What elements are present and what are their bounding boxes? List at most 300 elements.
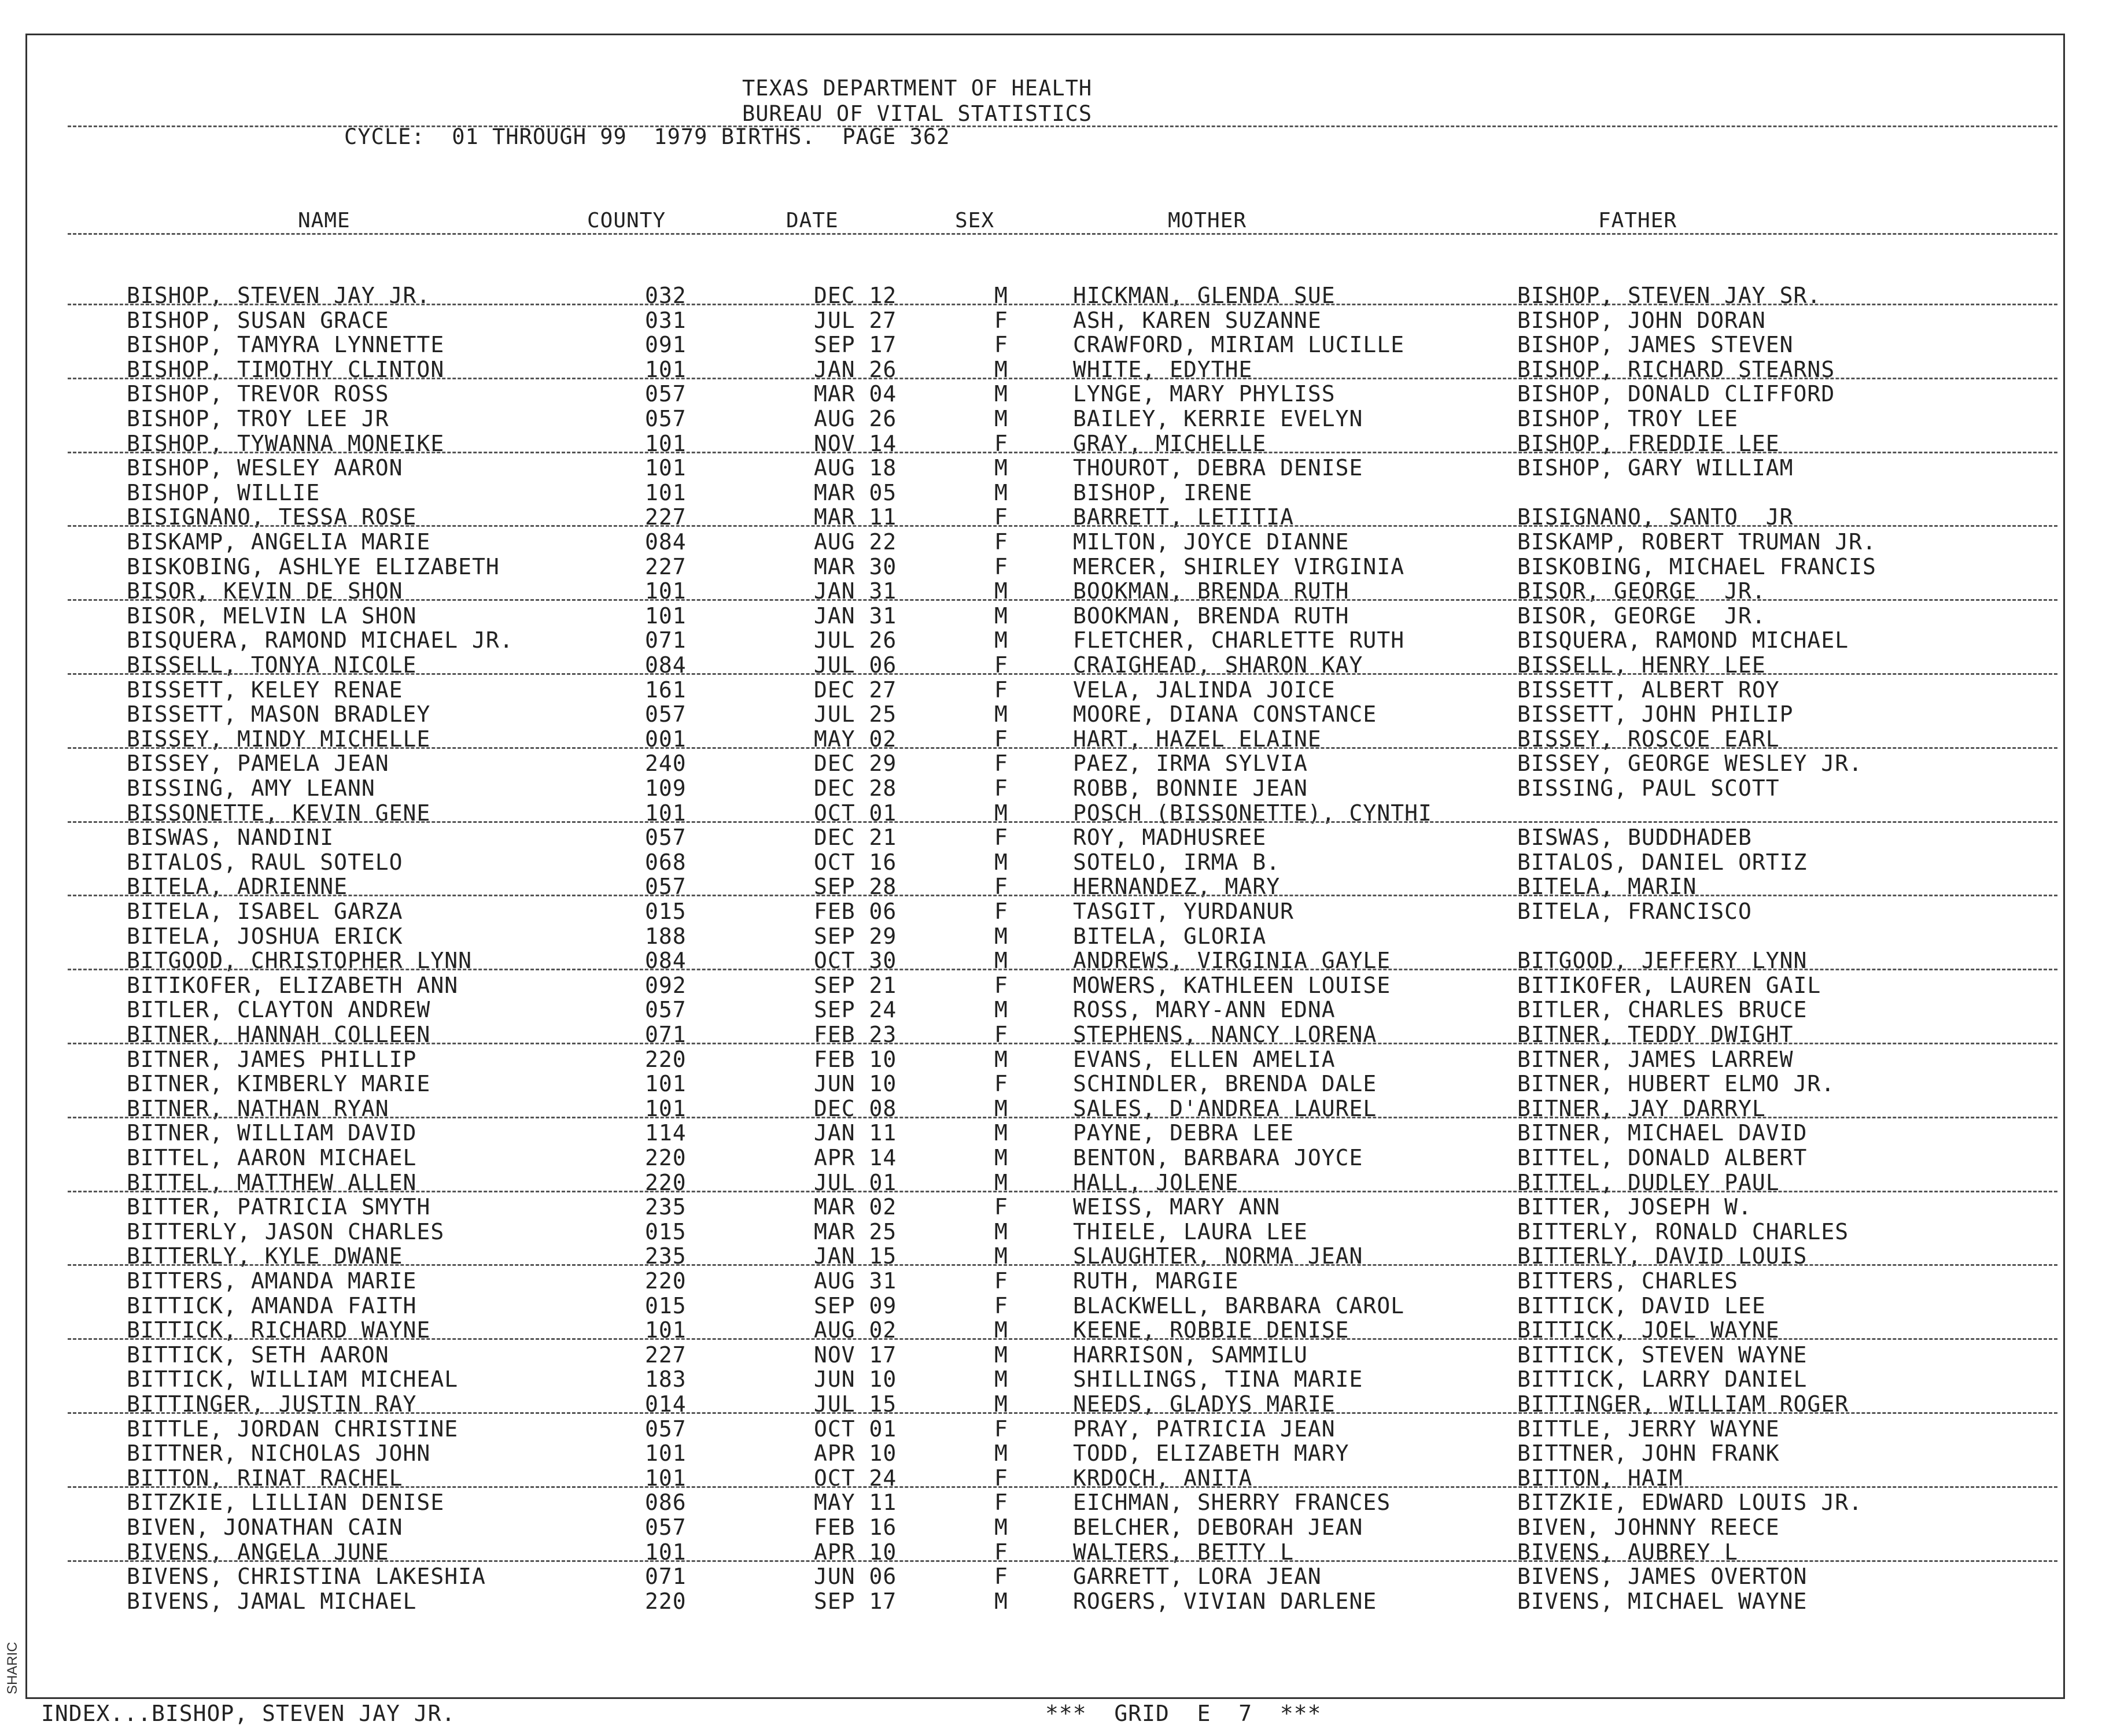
cell-sex: F <box>994 553 1008 579</box>
column-header-divider <box>68 233 2057 235</box>
cell-father: BISHOP, JOHN DORAN <box>1517 307 1766 333</box>
cell-father: BITTICK, LARRY DANIEL <box>1517 1366 1808 1393</box>
cell-date: DEC 21 <box>814 825 897 851</box>
cell-mother: BLACKWELL, BARBARA CAROL <box>1073 1292 1405 1318</box>
cell-name: BISWAS, NANDINI <box>127 825 334 851</box>
cell-father: BITTER, JOSEPH W. <box>1517 1194 1752 1220</box>
table-row <box>27 1564 2067 1588</box>
cell-sex: M <box>994 1342 1008 1368</box>
scanner-margin-label <box>3 1637 21 1700</box>
cell-county: 015 <box>645 899 687 924</box>
cell-county: 086 <box>645 1490 687 1516</box>
cell-county: 240 <box>645 751 687 777</box>
cell-sex: F <box>994 1194 1008 1220</box>
cell-date: MAR 11 <box>814 504 897 530</box>
table-row <box>27 455 2067 479</box>
cell-name: BISQUERA, RAMOND MICHAEL JR. <box>127 627 514 653</box>
cell-father: BITTEL, DONALD ALBERT <box>1517 1145 1808 1170</box>
cell-mother: LYNGE, MARY PHYLISS <box>1073 381 1336 407</box>
table-row <box>27 1219 2067 1243</box>
cell-date: SEP 09 <box>814 1292 897 1318</box>
cell-county: 101 <box>645 1465 687 1491</box>
cell-mother: BENTON, BARBARA JOYCE <box>1073 1145 1363 1170</box>
cell-mother: POSCH (BISSONETTE), CYNTHI <box>1073 800 1432 826</box>
cell-date: JAN 11 <box>814 1120 897 1146</box>
cell-name: BISHOP, TREVOR ROSS <box>127 381 389 407</box>
cell-father: BISHOP, RICHARD STEARNS <box>1517 356 1835 382</box>
cell-sex: F <box>994 751 1008 777</box>
cell-date: MAR 02 <box>814 1194 897 1220</box>
cell-mother: MOORE, DIANA CONSTANCE <box>1073 701 1377 727</box>
cell-name: BITTEL, AARON MICHAEL <box>127 1145 417 1170</box>
cell-father: BITTEL, DUDLEY PAUL <box>1517 1169 1780 1195</box>
cell-date: AUG 02 <box>814 1317 897 1343</box>
column-header-mother: MOTHER <box>1168 209 1247 232</box>
table-row <box>27 480 2067 504</box>
cell-mother: MERCER, SHIRLEY VIRGINIA <box>1073 553 1405 579</box>
cell-father: BITGOOD, JEFFERY LYNN <box>1517 948 1808 974</box>
cell-county: 235 <box>645 1194 687 1220</box>
cell-date: MAR 30 <box>814 553 897 579</box>
cell-name: BITTNER, NICHOLAS JOHN <box>127 1440 431 1467</box>
report-page <box>25 34 2065 1726</box>
row-group-divider <box>68 747 2057 749</box>
cell-sex: M <box>994 1218 1008 1244</box>
cell-county: 084 <box>645 948 687 974</box>
cell-name: BISSETT, MASON BRADLEY <box>127 701 431 727</box>
cell-date: OCT 01 <box>814 800 897 826</box>
cell-mother: BAILEY, KERRIE EVELYN <box>1073 406 1363 431</box>
cell-date: AUG 31 <box>814 1268 897 1294</box>
cell-sex: F <box>994 1416 1008 1442</box>
cell-sex: F <box>994 529 1008 555</box>
cell-county: 101 <box>645 430 687 456</box>
cell-county: 227 <box>645 553 687 579</box>
cell-mother: PRAY, PATRICIA JEAN <box>1073 1416 1336 1442</box>
cell-mother: ROY, MADHUSREE <box>1073 825 1267 851</box>
cell-county: 101 <box>645 1539 687 1565</box>
cell-sex: F <box>994 652 1008 678</box>
cell-name: BITLER, CLAYTON ANDREW <box>127 997 431 1023</box>
cell-father: BISSELL, HENRY LEE <box>1517 652 1766 678</box>
cell-name: BITTERLY, JASON CHARLES <box>127 1218 445 1244</box>
cell-sex: M <box>994 1317 1008 1343</box>
cell-county: 001 <box>645 726 687 752</box>
cell-name: BISHOP, WESLEY AARON <box>127 455 403 481</box>
table-row <box>27 1293 2067 1317</box>
cell-name: BITELA, JOSHUA ERICK <box>127 923 403 949</box>
column-header-sex: SEX <box>955 209 995 232</box>
table-row <box>27 751 2067 775</box>
cell-father: BITNER, JAY DARRYL <box>1517 1095 1766 1121</box>
cell-county: 114 <box>645 1120 687 1146</box>
cell-date: FEB 10 <box>814 1046 897 1072</box>
cell-date: JUL 06 <box>814 652 897 678</box>
cell-mother: ROBB, BONNIE JEAN <box>1073 775 1308 801</box>
cell-mother: SCHINDLER, BRENDA DALE <box>1073 1071 1377 1097</box>
table-row <box>27 1268 2067 1292</box>
table-row <box>27 825 2067 849</box>
cell-name: BISOR, KEVIN DE SHON <box>127 578 403 604</box>
cell-sex: M <box>994 381 1008 407</box>
row-group-divider <box>68 599 2057 601</box>
table-row <box>27 973 2067 997</box>
table-row <box>27 1490 2067 1514</box>
cell-date: JUL 25 <box>814 701 897 727</box>
cell-county: 057 <box>645 381 687 407</box>
cell-county: 091 <box>645 332 687 358</box>
cell-date: JUN 06 <box>814 1564 897 1590</box>
cell-mother: THOUROT, DEBRA DENISE <box>1073 455 1363 481</box>
cell-date: MAR 04 <box>814 381 897 407</box>
cell-date: AUG 22 <box>814 529 897 555</box>
cell-sex: M <box>994 1391 1008 1417</box>
column-header-date: DATE <box>786 209 839 232</box>
cell-name: BISHOP, TYWANNA MONEIKE <box>127 430 445 456</box>
cell-name: BITTEL, MATTHEW ALLEN <box>127 1169 417 1195</box>
cell-date: FEB 06 <box>814 899 897 924</box>
cell-date: SEP 29 <box>814 923 897 949</box>
cell-father: BITNER, MICHAEL DAVID <box>1517 1120 1808 1146</box>
cell-county: 101 <box>645 1317 687 1343</box>
agency-title: TEXAS DEPARTMENT OF HEALTH <box>742 76 1093 101</box>
cell-county: 015 <box>645 1218 687 1244</box>
cell-sex: M <box>994 1515 1008 1540</box>
cell-sex: F <box>994 825 1008 851</box>
table-row <box>27 529 2067 553</box>
table-row <box>27 1416 2067 1440</box>
cell-mother: GRAY, MICHELLE <box>1073 430 1267 456</box>
cell-father: BISHOP, FREDDIE LEE <box>1517 430 1780 456</box>
grid-footer: *** GRID E 7 *** <box>1045 1701 1322 1726</box>
cell-date: AUG 26 <box>814 406 897 431</box>
row-group-divider <box>68 821 2057 823</box>
cell-father: BITTICK, JOEL WAYNE <box>1517 1317 1780 1343</box>
cell-mother: MILTON, JOYCE DIANNE <box>1073 529 1349 555</box>
cell-mother: ASH, KAREN SUZANNE <box>1073 307 1322 333</box>
cell-father: BITTON, HAIM <box>1517 1465 1683 1491</box>
cell-mother: EVANS, ELLEN AMELIA <box>1073 1046 1336 1072</box>
cell-county: 227 <box>645 1342 687 1368</box>
cell-father: BIVENS, AUBREY L <box>1517 1539 1739 1565</box>
cell-name: BITELA, ADRIENNE <box>127 874 348 900</box>
cell-county: 057 <box>645 1515 687 1540</box>
cell-county: 101 <box>645 479 687 505</box>
cell-name: BITTON, RINAT RACHEL <box>127 1465 403 1491</box>
cell-father: BIVENS, MICHAEL WAYNE <box>1517 1588 1808 1614</box>
table-row <box>27 1515 2067 1539</box>
cell-mother: CRAIGHEAD, SHARON KAY <box>1073 652 1363 678</box>
cell-date: DEC 27 <box>814 677 897 703</box>
cell-sex: F <box>994 972 1008 998</box>
cell-mother: HALL, JOLENE <box>1073 1169 1239 1195</box>
cell-county: 235 <box>645 1243 687 1269</box>
cell-name: BITIKOFER, ELIZABETH ANN <box>127 972 459 998</box>
cell-date: MAR 05 <box>814 479 897 505</box>
table-row <box>27 332 2067 356</box>
cell-county: 071 <box>645 1564 687 1590</box>
cell-date: JAN 31 <box>814 578 897 604</box>
cell-mother: BITELA, GLORIA <box>1073 923 1267 949</box>
cell-date: SEP 17 <box>814 1588 897 1614</box>
cell-county: 071 <box>645 1022 687 1047</box>
cell-county: 015 <box>645 1292 687 1318</box>
row-group-divider <box>68 525 2057 527</box>
cell-county: 014 <box>645 1391 687 1417</box>
cell-father: BITZKIE, EDWARD LOUIS JR. <box>1517 1490 1863 1516</box>
cell-sex: M <box>994 455 1008 481</box>
cell-date: JAN 31 <box>814 603 897 629</box>
cell-name: BISSONETTE, KEVIN GENE <box>127 800 431 826</box>
cell-father: BISHOP, STEVEN JAY SR. <box>1517 283 1821 308</box>
cell-sex: F <box>994 1465 1008 1491</box>
cell-father: BISIGNANO, SANTO JR <box>1517 504 1794 530</box>
cell-mother: HARRISON, SAMMILU <box>1073 1342 1308 1368</box>
table-row <box>27 554 2067 578</box>
cell-name: BISHOP, SUSAN GRACE <box>127 307 389 333</box>
cell-sex: M <box>994 578 1008 604</box>
cell-sex: M <box>994 406 1008 431</box>
cell-name: BISSETT, KELEY RENAE <box>127 677 403 703</box>
cell-father: BITTERS, CHARLES <box>1517 1268 1739 1294</box>
cell-mother: SALES, D'ANDREA LAUREL <box>1073 1095 1377 1121</box>
cell-date: APR 14 <box>814 1145 897 1170</box>
cell-sex: M <box>994 1243 1008 1269</box>
cell-father: BITTICK, STEVEN WAYNE <box>1517 1342 1808 1368</box>
cell-mother: CRAWFORD, MIRIAM LUCILLE <box>1073 332 1405 358</box>
cell-county: 057 <box>645 825 687 851</box>
cell-mother: BISHOP, IRENE <box>1073 479 1253 505</box>
cell-father: BITTICK, DAVID LEE <box>1517 1292 1766 1318</box>
cell-name: BITALOS, RAUL SOTELO <box>127 849 403 875</box>
cell-sex: F <box>994 1022 1008 1047</box>
cell-father: BISHOP, TROY LEE <box>1517 406 1739 431</box>
table-row <box>27 1071 2067 1095</box>
row-group-divider <box>68 1560 2057 1562</box>
cell-county: 220 <box>645 1169 687 1195</box>
cell-father: BISSETT, JOHN PHILIP <box>1517 701 1794 727</box>
table-row <box>27 899 2067 923</box>
cell-sex: F <box>994 1564 1008 1590</box>
cell-father: BISOR, GEORGE JR. <box>1517 578 1766 604</box>
cell-name: BITTLE, JORDAN CHRISTINE <box>127 1416 459 1442</box>
cell-father: BISHOP, DONALD CLIFFORD <box>1517 381 1835 407</box>
cell-sex: M <box>994 849 1008 875</box>
cell-mother: HICKMAN, GLENDA SUE <box>1073 283 1336 308</box>
cell-father: BITALOS, DANIEL ORTIZ <box>1517 849 1808 875</box>
table-row <box>27 627 2067 652</box>
cell-father: BISHOP, JAMES STEVEN <box>1517 332 1794 358</box>
scanner-margin-text: SHARIC <box>5 1642 20 1694</box>
cell-mother: SHILLINGS, TINA MARIE <box>1073 1366 1363 1393</box>
cell-mother: SOTELO, IRMA B. <box>1073 849 1281 875</box>
cell-sex: F <box>994 1490 1008 1516</box>
cell-name: BISHOP, STEVEN JAY JR. <box>127 283 431 308</box>
cell-county: 057 <box>645 701 687 727</box>
cell-father: BISSEY, ROSCOE EARL <box>1517 726 1780 752</box>
cell-mother: GARRETT, LORA JEAN <box>1073 1564 1322 1590</box>
cell-father: BITTERLY, RONALD CHARLES <box>1517 1218 1849 1244</box>
cell-date: JAN 26 <box>814 356 897 382</box>
cell-name: BITGOOD, CHRISTOPHER LYNN <box>127 948 472 974</box>
cell-date: OCT 16 <box>814 849 897 875</box>
cell-date: SEP 17 <box>814 332 897 358</box>
bureau-title: BUREAU OF VITAL STATISTICS <box>742 101 1093 126</box>
cell-county: 057 <box>645 997 687 1023</box>
cell-sex: F <box>994 1292 1008 1318</box>
cell-mother: WHITE, EDYTHE <box>1073 356 1253 382</box>
cell-date: DEC 28 <box>814 775 897 801</box>
row-group-divider <box>68 673 2057 675</box>
row-group-divider <box>68 1338 2057 1340</box>
table-row <box>27 677 2067 701</box>
table-row <box>27 1589 2067 1613</box>
cell-mother: BELCHER, DEBORAH JEAN <box>1073 1515 1363 1540</box>
cell-county: 071 <box>645 627 687 653</box>
cell-county: 057 <box>645 1416 687 1442</box>
table-row <box>27 406 2067 430</box>
row-group-divider <box>68 452 2057 453</box>
cell-name: BITTERLY, KYLE DWANE <box>127 1243 403 1269</box>
cell-sex: F <box>994 307 1008 333</box>
cell-date: APR 10 <box>814 1539 897 1565</box>
cell-sex: M <box>994 479 1008 505</box>
cell-name: BITTICK, SETH AARON <box>127 1342 389 1368</box>
cell-county: 220 <box>645 1046 687 1072</box>
cell-sex: M <box>994 1169 1008 1195</box>
row-group-divider <box>68 969 2057 970</box>
row-group-divider <box>68 304 2057 305</box>
cell-mother: FLETCHER, CHARLETTE RUTH <box>1073 627 1405 653</box>
cell-county: 092 <box>645 972 687 998</box>
cell-date: SEP 24 <box>814 997 897 1023</box>
index-footer: INDEX...BISHOP, STEVEN JAY JR. <box>41 1701 456 1726</box>
cell-name: BITTICK, WILLIAM MICHEAL <box>127 1366 459 1393</box>
cell-name: BISHOP, TROY LEE JR <box>127 406 389 431</box>
cell-mother: WEISS, MARY ANN <box>1073 1194 1281 1220</box>
cell-mother: HART, HAZEL ELAINE <box>1073 726 1322 752</box>
table-row <box>27 1366 2067 1391</box>
cell-father: BITELA, FRANCISCO <box>1517 899 1752 924</box>
cell-county: 183 <box>645 1366 687 1393</box>
table-row <box>27 849 2067 874</box>
cell-sex: F <box>994 1268 1008 1294</box>
cell-father: BISQUERA, RAMOND MICHAEL <box>1517 627 1849 653</box>
cell-county: 084 <box>645 652 687 678</box>
cell-date: JUL 26 <box>814 627 897 653</box>
table-row <box>27 603 2067 627</box>
cell-sex: F <box>994 677 1008 703</box>
cell-date: AUG 18 <box>814 455 897 481</box>
cell-name: BISOR, MELVIN LA SHON <box>127 603 417 629</box>
cell-date: JUN 10 <box>814 1366 897 1393</box>
cell-father: BISOR, GEORGE JR. <box>1517 603 1766 629</box>
cell-name: BISKOBING, ASHLYE ELIZABETH <box>127 553 500 579</box>
cell-sex: M <box>994 1046 1008 1072</box>
cell-date: SEP 28 <box>814 874 897 900</box>
cell-mother: BOOKMAN, BRENDA RUTH <box>1073 603 1349 629</box>
cell-sex: M <box>994 356 1008 382</box>
cell-father: BITIKOFER, LAUREN GAIL <box>1517 972 1821 998</box>
cell-date: JUL 27 <box>814 307 897 333</box>
cell-name: BISSELL, TONYA NICOLE <box>127 652 417 678</box>
cell-mother: NEEDS, GLADYS MARIE <box>1073 1391 1336 1417</box>
cell-date: OCT 01 <box>814 1416 897 1442</box>
cell-name: BIVENS, JAMAL MICHAEL <box>127 1588 417 1614</box>
table-row <box>27 1120 2067 1144</box>
table-row <box>27 775 2067 800</box>
column-header-county: COUNTY <box>587 209 666 232</box>
cell-sex: M <box>994 603 1008 629</box>
cell-date: DEC 08 <box>814 1095 897 1121</box>
cell-mother: THIELE, LAURA LEE <box>1073 1218 1308 1244</box>
cell-sex: M <box>994 923 1008 949</box>
cell-name: BITTICK, AMANDA FAITH <box>127 1292 417 1318</box>
cell-name: BIVEN, JONATHAN CAIN <box>127 1515 403 1540</box>
cell-date: APR 10 <box>814 1440 897 1467</box>
cell-sex: M <box>994 701 1008 727</box>
cell-sex: M <box>994 627 1008 653</box>
cell-sex: F <box>994 1539 1008 1565</box>
cell-mother: PAYNE, DEBRA LEE <box>1073 1120 1295 1146</box>
cell-date: OCT 24 <box>814 1465 897 1491</box>
cell-mother: ROSS, MARY-ANN EDNA <box>1073 997 1336 1023</box>
cell-name: BITNER, JAMES PHILLIP <box>127 1046 417 1072</box>
cell-mother: HERNANDEZ, MARY <box>1073 874 1281 900</box>
cell-mother: KRDOCH, ANITA <box>1073 1465 1253 1491</box>
cell-mother: TODD, ELIZABETH MARY <box>1073 1440 1349 1467</box>
cell-county: 032 <box>645 283 687 308</box>
cell-county: 220 <box>645 1268 687 1294</box>
cell-father: BITTLE, JERRY WAYNE <box>1517 1416 1780 1442</box>
cell-county: 101 <box>645 356 687 382</box>
cell-father: BIVEN, JOHNNY REECE <box>1517 1515 1780 1540</box>
row-group-divider <box>68 1264 2057 1266</box>
cell-date: JUL 15 <box>814 1391 897 1417</box>
cell-father: BITTERLY, DAVID LOUIS <box>1517 1243 1808 1269</box>
cell-sex: F <box>994 430 1008 456</box>
cell-county: 220 <box>645 1145 687 1170</box>
table-row <box>27 1342 2067 1366</box>
cell-father: BITNER, HUBERT ELMO JR. <box>1517 1071 1835 1097</box>
table-row <box>27 701 2067 726</box>
cell-sex: F <box>994 899 1008 924</box>
table-row <box>27 1194 2067 1218</box>
cell-name: BISSING, AMY LEANN <box>127 775 375 801</box>
cell-date: FEB 23 <box>814 1022 897 1047</box>
cell-name: BISSEY, MINDY MICHELLE <box>127 726 431 752</box>
cell-mother: RUTH, MARGIE <box>1073 1268 1239 1294</box>
cell-name: BITELA, ISABEL GARZA <box>127 899 403 924</box>
cell-date: FEB 16 <box>814 1515 897 1540</box>
cell-date: JUL 01 <box>814 1169 897 1195</box>
cell-sex: M <box>994 1145 1008 1170</box>
cell-sex: M <box>994 1095 1008 1121</box>
cell-mother: SLAUGHTER, NORMA JEAN <box>1073 1243 1363 1269</box>
cell-sex: M <box>994 1120 1008 1146</box>
cell-sex: F <box>994 332 1008 358</box>
cell-name: BISSEY, PAMELA JEAN <box>127 751 389 777</box>
cell-mother: MOWERS, KATHLEEN LOUISE <box>1073 972 1391 998</box>
cell-name: BITZKIE, LILLIAN DENISE <box>127 1490 445 1516</box>
cell-mother: BOOKMAN, BRENDA RUTH <box>1073 578 1349 604</box>
cell-father: BITNER, JAMES LARREW <box>1517 1046 1794 1072</box>
column-header-father: FATHER <box>1598 209 1677 232</box>
cell-date: JAN 15 <box>814 1243 897 1269</box>
cell-name: BITNER, HANNAH COLLEEN <box>127 1022 431 1047</box>
cell-name: BISHOP, WILLIE <box>127 479 320 505</box>
cell-date: MAY 11 <box>814 1490 897 1516</box>
